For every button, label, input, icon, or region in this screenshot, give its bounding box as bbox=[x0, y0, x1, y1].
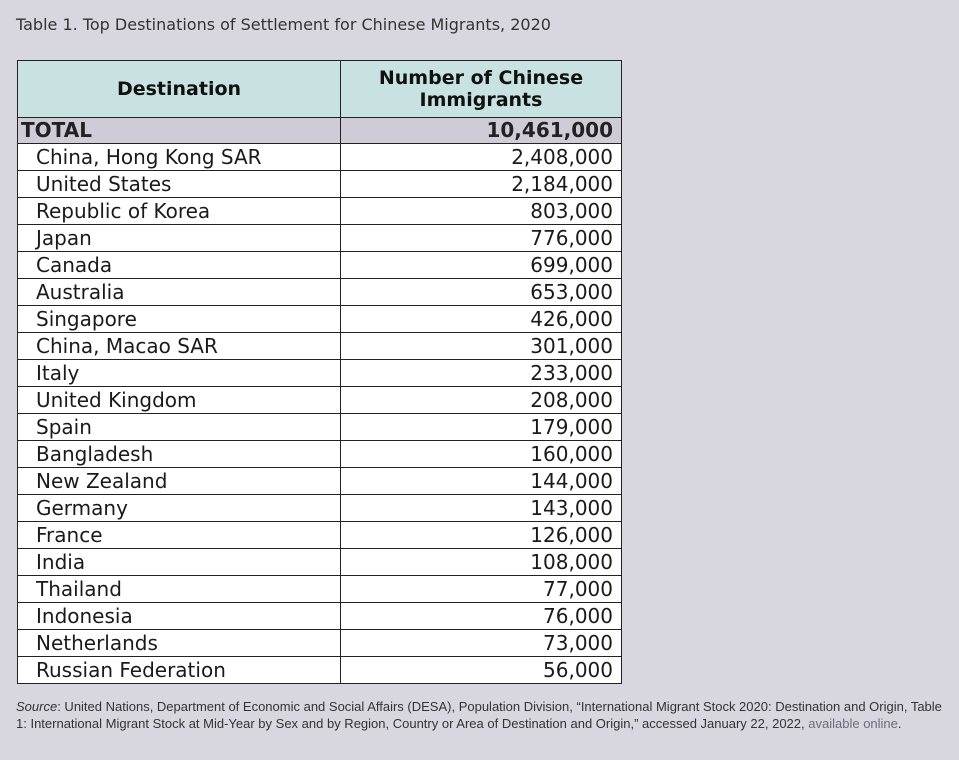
immigrants-cell: 108,000 bbox=[341, 549, 622, 576]
immigrants-cell: 2,184,000 bbox=[341, 171, 622, 198]
destination-cell: India bbox=[18, 549, 341, 576]
immigrants-cell: 73,000 bbox=[341, 630, 622, 657]
table-row bbox=[18, 252, 622, 279]
table-row bbox=[18, 576, 622, 603]
table-row bbox=[18, 198, 622, 225]
table-title: Table 1. Top Destinations of Settlement for Chinese Migrants, 2020 bbox=[16, 15, 551, 34]
immigrants-cell: 143,000 bbox=[341, 495, 622, 522]
table-row bbox=[18, 333, 622, 360]
immigrants-cell: 126,000 bbox=[341, 522, 622, 549]
destination-cell: Italy bbox=[18, 360, 341, 387]
total-row bbox=[18, 118, 622, 144]
table-row bbox=[18, 441, 622, 468]
destination-cell: United States bbox=[18, 171, 341, 198]
immigrants-cell: 426,000 bbox=[341, 306, 622, 333]
source-text: : United Nations, Department of Economic and Social Affairs (DESA), Population Division, “International Migrant Stock 2020: Destination and Origin, Table 1: International Migrant Stock at Mid-Year by Sex and by Region, Country or Area of Destination and Origin,” accessed January 22, 2022, bbox=[16, 699, 942, 731]
table-row bbox=[18, 495, 622, 522]
table-row bbox=[18, 306, 622, 333]
destinations-table bbox=[17, 60, 622, 684]
header-row bbox=[18, 61, 622, 118]
table-row bbox=[18, 144, 622, 171]
source-label: Source bbox=[16, 699, 58, 714]
table-row bbox=[18, 549, 622, 576]
table-row bbox=[18, 171, 622, 198]
source-note bbox=[16, 698, 951, 732]
table-row bbox=[18, 657, 622, 684]
immigrants-cell: 301,000 bbox=[341, 333, 622, 360]
immigrants-cell: 776,000 bbox=[341, 225, 622, 252]
immigrants-cell: 208,000 bbox=[341, 387, 622, 414]
available-online-link[interactable]: available online bbox=[808, 716, 898, 731]
table-row bbox=[18, 468, 622, 495]
immigrants-cell: 233,000 bbox=[341, 360, 622, 387]
table-row bbox=[18, 387, 622, 414]
immigrants-cell: 76,000 bbox=[341, 603, 622, 630]
immigrants-cell: 179,000 bbox=[341, 414, 622, 441]
destination-cell: Japan bbox=[18, 225, 341, 252]
immigrants-cell: 699,000 bbox=[341, 252, 622, 279]
destination-cell: Thailand bbox=[18, 576, 341, 603]
destination-header: Destination bbox=[18, 61, 341, 118]
number-header-line1: Number of Chinese bbox=[378, 67, 584, 89]
table-row bbox=[18, 360, 622, 387]
number-header bbox=[341, 61, 622, 118]
total-value: 10,461,000 bbox=[341, 118, 622, 144]
table-row bbox=[18, 603, 622, 630]
destination-cell: Germany bbox=[18, 495, 341, 522]
number-header-line2: Immigrants bbox=[419, 89, 543, 111]
table-row bbox=[18, 522, 622, 549]
source-end: . bbox=[897, 716, 902, 731]
destination-cell: Republic of Korea bbox=[18, 198, 341, 225]
immigrants-cell: 653,000 bbox=[341, 279, 622, 306]
table-row bbox=[18, 414, 622, 441]
destination-cell: Bangladesh bbox=[18, 441, 341, 468]
destination-cell: Spain bbox=[18, 414, 341, 441]
destination-cell: Netherlands bbox=[18, 630, 341, 657]
immigrants-cell: 56,000 bbox=[341, 657, 622, 684]
destination-cell: Indonesia bbox=[18, 603, 341, 630]
destination-cell: Australia bbox=[18, 279, 341, 306]
immigrants-cell: 160,000 bbox=[341, 441, 622, 468]
destination-cell: Canada bbox=[18, 252, 341, 279]
immigrants-cell: 803,000 bbox=[341, 198, 622, 225]
destination-cell: France bbox=[18, 522, 341, 549]
destination-cell: Singapore bbox=[18, 306, 341, 333]
table-row bbox=[18, 630, 622, 657]
destination-cell: United Kingdom bbox=[18, 387, 341, 414]
destination-cell: China, Macao SAR bbox=[18, 333, 341, 360]
destination-cell: New Zealand bbox=[18, 468, 341, 495]
destination-cell: China, Hong Kong SAR bbox=[18, 144, 341, 171]
total-label: TOTAL bbox=[18, 118, 341, 144]
immigrants-cell: 77,000 bbox=[341, 576, 622, 603]
immigrants-cell: 2,408,000 bbox=[341, 144, 622, 171]
table-row bbox=[18, 225, 622, 252]
immigrants-cell: 144,000 bbox=[341, 468, 622, 495]
table-row bbox=[18, 279, 622, 306]
destination-cell: Russian Federation bbox=[18, 657, 341, 684]
